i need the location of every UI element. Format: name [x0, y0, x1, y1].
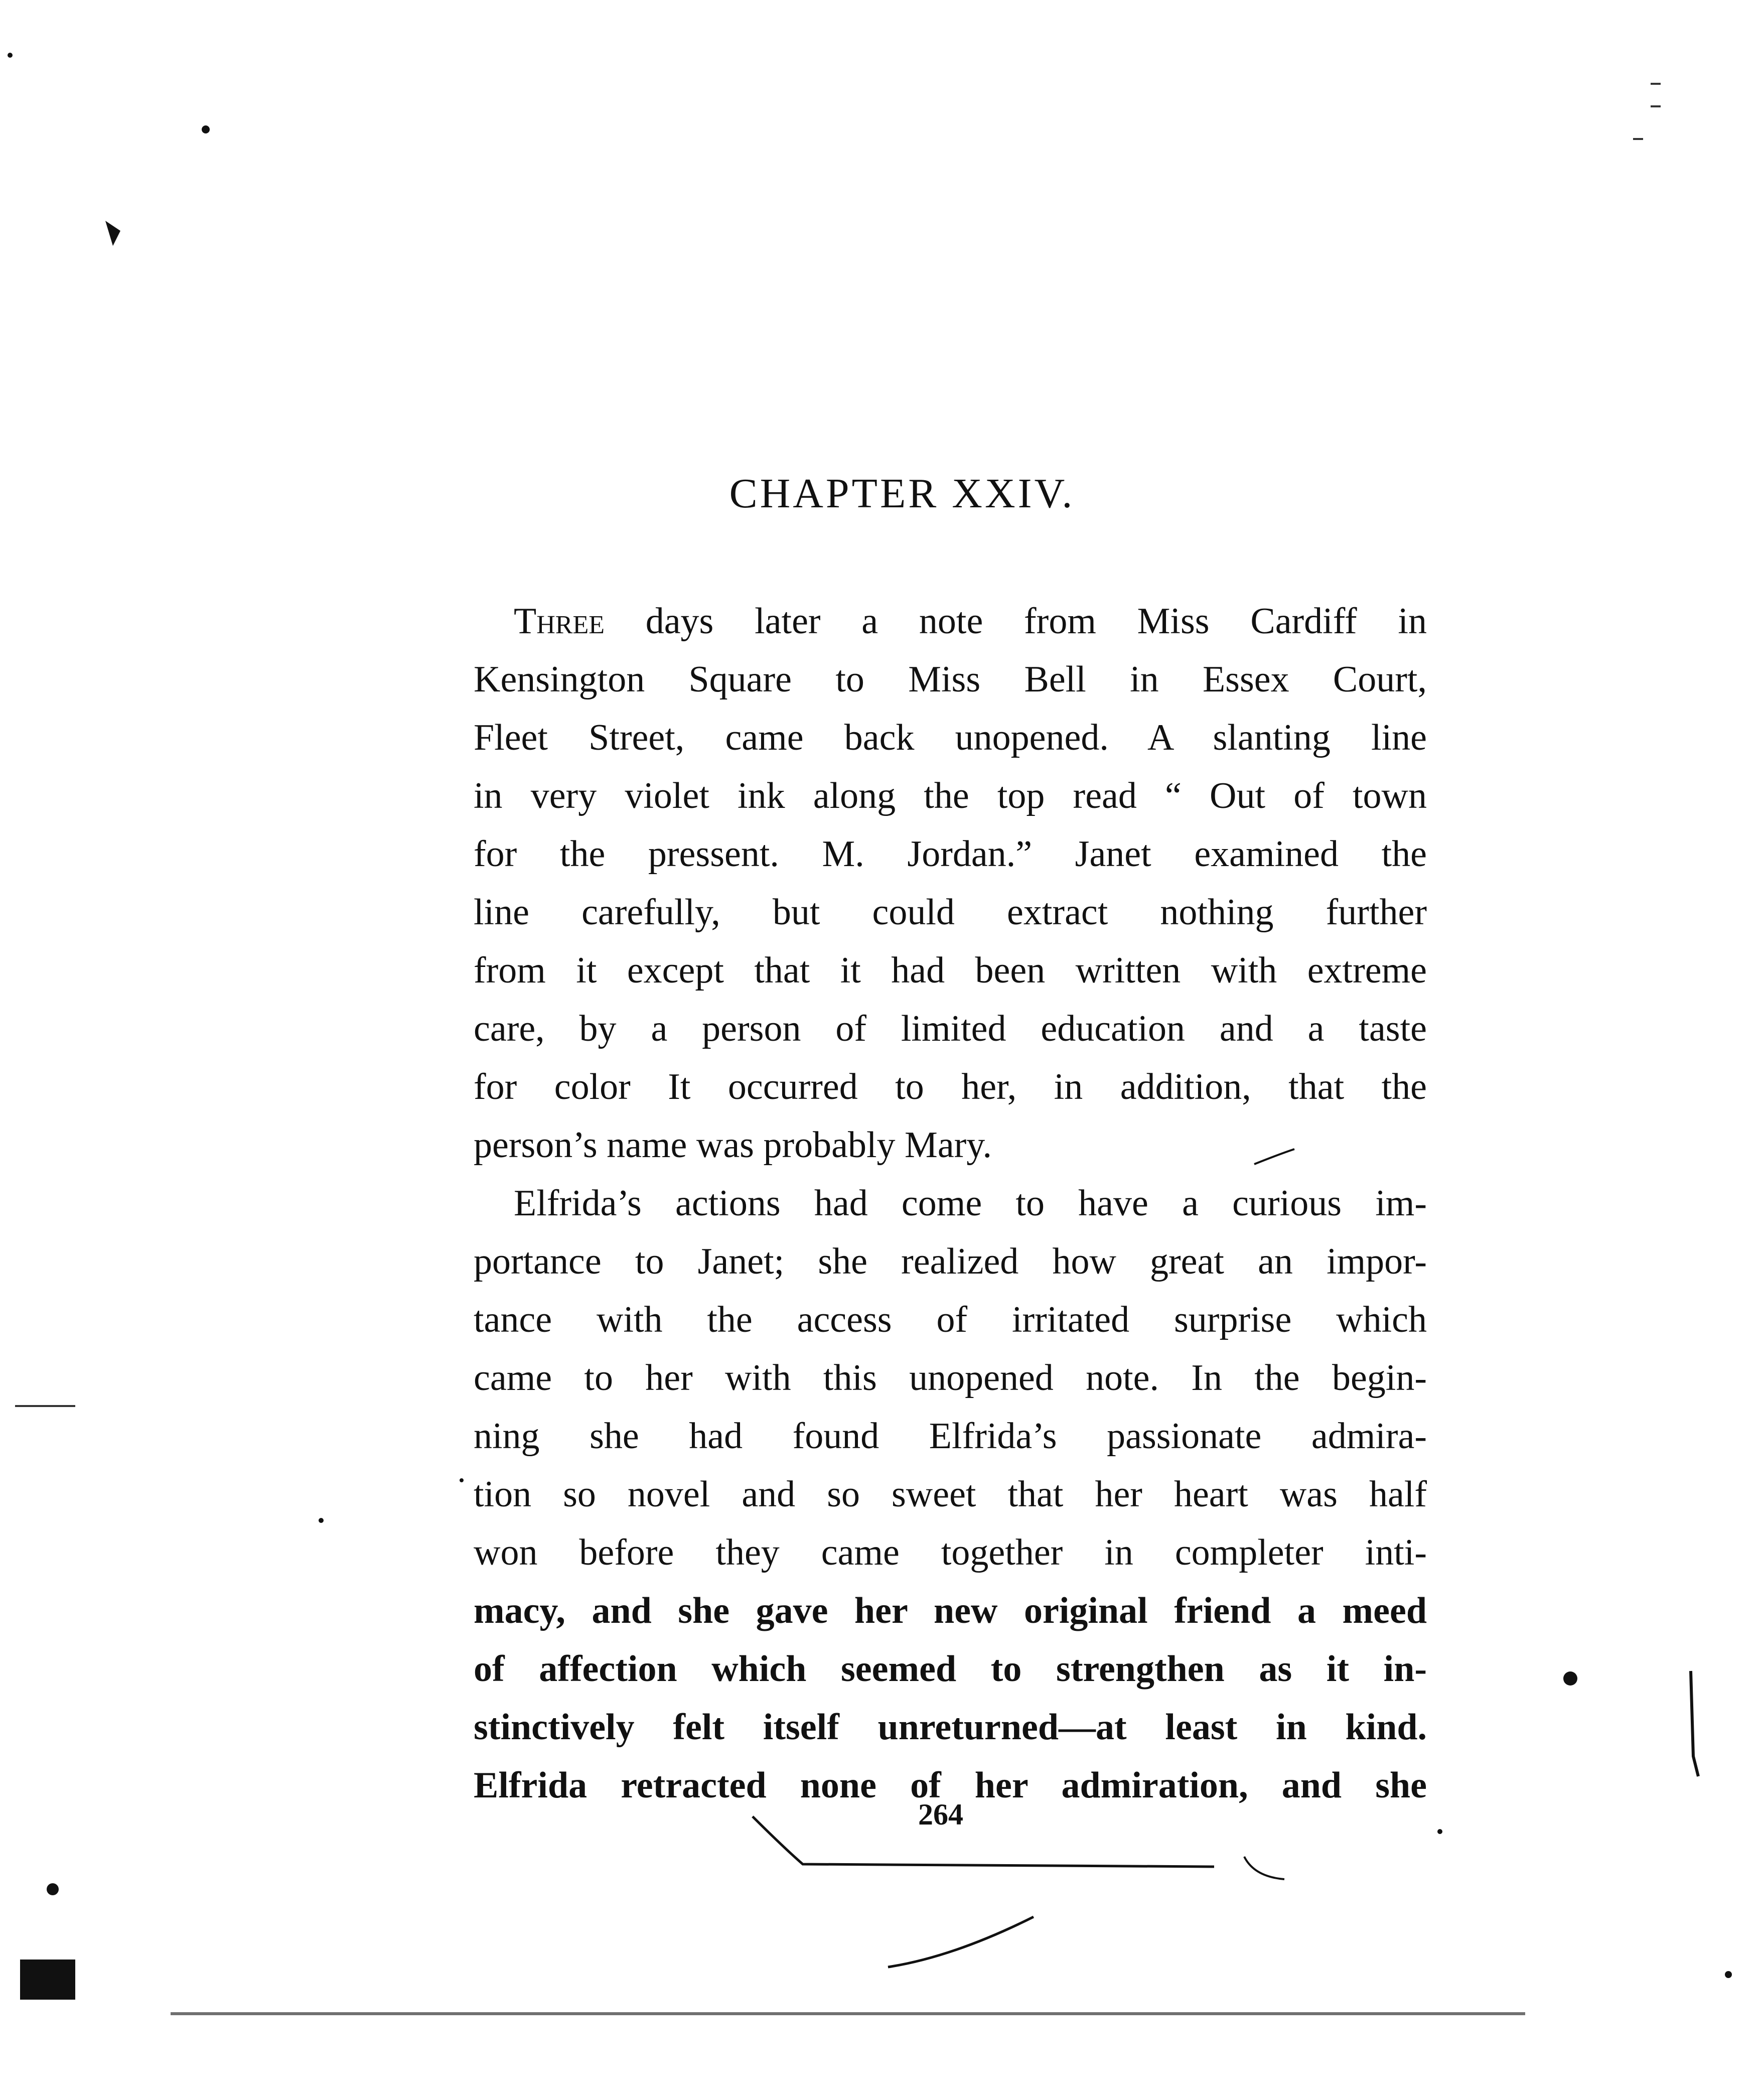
text-line: Kensington Square to Miss Bell in Essex Court, [474, 659, 1427, 700]
text-line: person’s name was probably Mary. [474, 1125, 992, 1166]
text-line: for the pressent. M. Jordan.” Janet examined the [474, 833, 1427, 875]
text-line: ning she had found Elfrida’s passionate admira- [474, 1416, 1427, 1457]
text-line: line carefully, but could extract nothing further [474, 892, 1427, 933]
scan-speck [20, 1960, 75, 2000]
scan-speck [171, 2012, 1525, 2015]
scan-speck [47, 1883, 59, 1895]
drop-word: Three [514, 601, 605, 642]
scan-speck [1633, 138, 1643, 140]
scan-stroke [1254, 1149, 1294, 1164]
scan-stroke [753, 1816, 1214, 1867]
scan-speck [1437, 1829, 1442, 1834]
text-line: macy, and she gave her new original friend a meed [474, 1590, 1427, 1631]
page-number: 264 [918, 1798, 963, 1831]
scan-speck [15, 1405, 75, 1407]
text-line: of affection which seemed to strengthen as it in- [474, 1648, 1427, 1690]
text-line: for color It occurred to her, in addition, that the [474, 1066, 1427, 1107]
text-line: Elfrida retracted none of her admiration, and she [474, 1765, 1427, 1806]
text-line: Elfrida’s actions had come to have a curious im- [514, 1183, 1427, 1224]
scan-speck [8, 53, 13, 58]
scan-speck [1651, 83, 1661, 85]
text-line: from it except that it had been written with extreme [474, 950, 1427, 991]
text-line: in very violet ink along the top read “ Out of town [474, 775, 1427, 816]
scan-stroke [1244, 1857, 1284, 1879]
text-line: Fleet Street, came back unopened. A slanting line [474, 717, 1427, 758]
scan-speck [460, 1478, 464, 1482]
text-line-content: days later a note from Miss Cardiff in [604, 601, 1427, 642]
scan-speck [202, 125, 210, 133]
chapter-heading: CHAPTER XXIV. [729, 470, 1075, 517]
text-line: portance to Janet; she realized how great an impor- [474, 1241, 1427, 1282]
text-line: tance with the access of irritated surprise which [474, 1299, 1427, 1340]
text-line: care, by a person of limited education and a taste [474, 1008, 1427, 1049]
text-line: came to her with this unopened note. In the begin- [474, 1357, 1427, 1398]
text-line: stinctively felt itself unreturned—at least in kind. [474, 1707, 1427, 1748]
text-line: tion so novel and so sweet that her heart was half [474, 1474, 1427, 1515]
scan-stroke [888, 1917, 1034, 1967]
scan-stroke [105, 221, 120, 246]
scan-speck [1651, 105, 1661, 107]
scan-stroke [1691, 1671, 1698, 1776]
scan-speck [319, 1518, 324, 1523]
scan-speck [1563, 1671, 1577, 1686]
scan-speck [1725, 1971, 1732, 1978]
text-line: won before they came together in completer inti- [474, 1532, 1427, 1573]
